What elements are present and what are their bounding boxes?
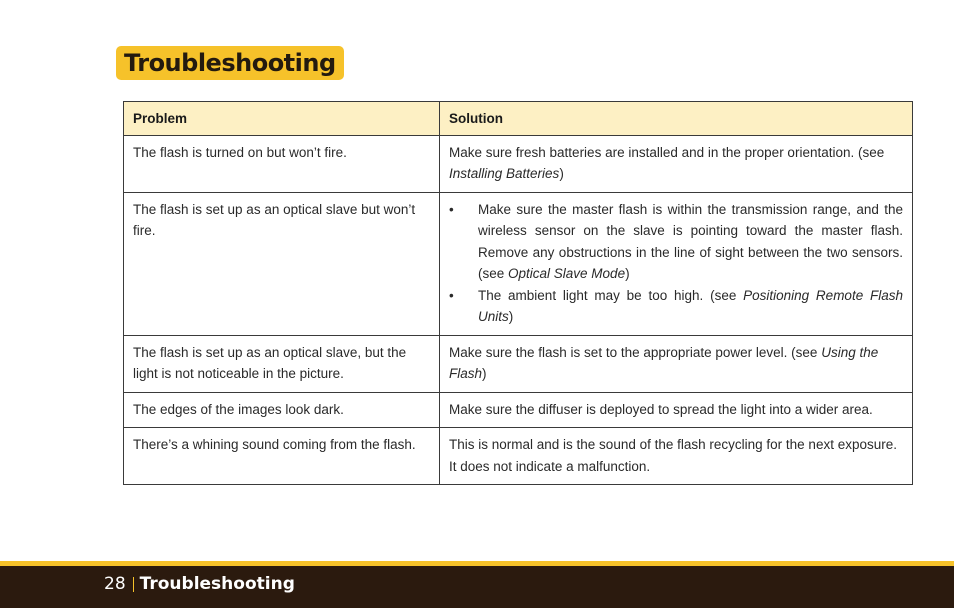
bullet-text: Make sure the master flash is within the transmission range, and the wireless sensor on the slave is pointing toward the master flash. Remove any obstructions in the line of sight between the two sensors. (see	[478, 201, 903, 281]
bullet-icon: •	[449, 287, 454, 303]
solution-cell	[440, 392, 913, 428]
footer-divider	[133, 577, 134, 592]
solution-reference: Installing Batteries	[449, 166, 560, 181]
solution-text: This is normal and is the sound of the flash recycling for the next exposure. It does not indicate a malfunction.	[449, 437, 897, 474]
problem-cell: The flash is turned on but won’t fire.	[124, 135, 440, 192]
problem-cell: The flash is set up as an optical slave but won’t fire.	[124, 192, 440, 335]
solution-bullet-list	[449, 199, 903, 328]
solution-bullet-item	[449, 199, 903, 285]
table-row	[124, 392, 913, 428]
bullet-reference: Positioning Remote Flash Units	[478, 287, 903, 324]
column-header-problem: Problem	[124, 102, 440, 136]
page-title-badge	[116, 46, 344, 80]
solution-text-end: )	[559, 166, 564, 181]
bullet-text: The ambient light may be too high. (see	[478, 287, 744, 303]
table-row	[124, 192, 913, 335]
table-row	[124, 428, 913, 485]
page-footer	[0, 566, 954, 608]
footer-content	[104, 574, 295, 594]
bullet-reference: Optical Slave Mode	[508, 266, 626, 281]
solution-bullet-item	[449, 285, 903, 328]
page-number: 28	[104, 574, 126, 594]
solution-text: Make sure fresh batteries are installed and in the proper orientation. (see	[449, 144, 885, 160]
solution-text: Make sure the flash is set to the appropriate power level. (see	[449, 344, 822, 360]
bullet-text-end: )	[625, 266, 630, 281]
solution-cell	[440, 192, 913, 335]
solution-reference: Using the Flash	[449, 344, 879, 381]
table-row	[124, 335, 913, 392]
problem-cell: There’s a whining sound coming from the flash.	[124, 428, 440, 485]
page-title: Troubleshooting	[124, 49, 336, 77]
solution-cell	[440, 335, 913, 392]
troubleshooting-table	[123, 101, 913, 485]
table-row	[124, 135, 913, 192]
solution-cell	[440, 428, 913, 485]
solution-text: Make sure the diffuser is deployed to spread the light into a wider area.	[449, 401, 873, 417]
solution-text-end: )	[482, 366, 487, 381]
problem-cell: The flash is set up as an optical slave, but the light is not noticeable in the picture.	[124, 335, 440, 392]
bullet-icon: •	[449, 201, 454, 217]
bullet-text-end: )	[508, 309, 514, 324]
solution-cell	[440, 135, 913, 192]
footer-section-title: Troubleshooting	[139, 574, 295, 594]
problem-cell: The edges of the images look dark.	[124, 392, 440, 428]
table-header-row	[124, 102, 913, 136]
column-header-solution: Solution	[440, 102, 913, 136]
